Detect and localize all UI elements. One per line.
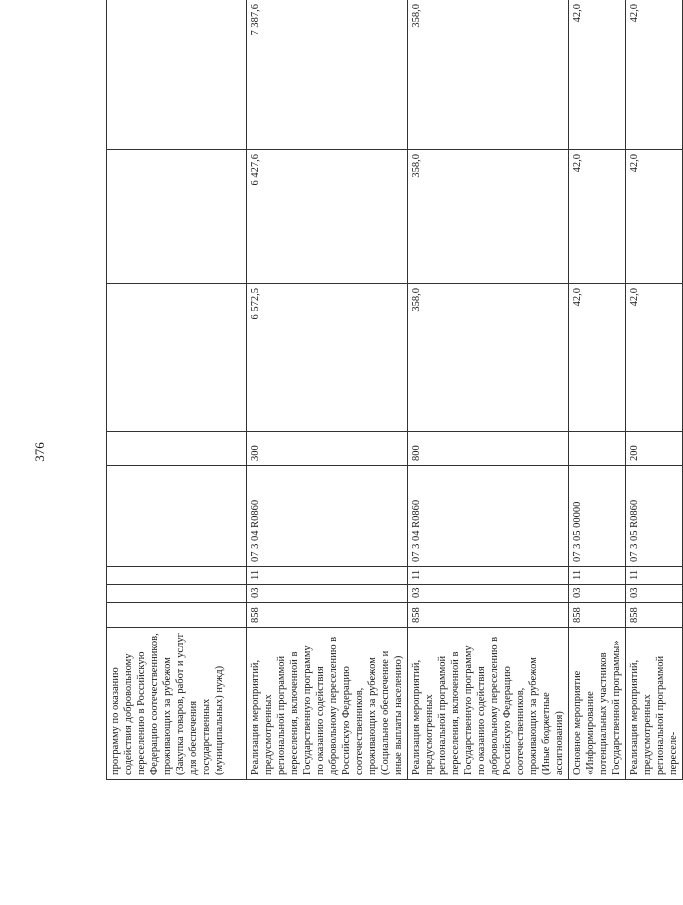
target-article-cell bbox=[107, 466, 247, 567]
subsection-code-cell: 11 bbox=[247, 567, 408, 585]
target-article-cell: 07 3 05 R0860 bbox=[626, 466, 683, 567]
target-article-cell: 07 3 05 00000 bbox=[569, 466, 626, 567]
expense-type-cell bbox=[569, 432, 626, 466]
amount-year1-cell bbox=[107, 284, 247, 432]
table-row bbox=[247, 0, 408, 780]
amount-year1-cell: 6 572,5 bbox=[247, 284, 408, 432]
amount-year1-cell: 358,0 bbox=[408, 284, 569, 432]
budget-table bbox=[106, 0, 683, 780]
row-name-cell: Реализация мероприятий, предусмотренных региональной программой переселе- bbox=[626, 628, 683, 780]
table-row bbox=[107, 0, 247, 780]
expense-type-cell bbox=[107, 432, 247, 466]
section-code-cell: 03 bbox=[247, 585, 408, 603]
subsection-code-cell: 11 bbox=[626, 567, 683, 585]
subsection-code-cell: 11 bbox=[408, 567, 569, 585]
table-row bbox=[408, 0, 569, 780]
table-row bbox=[569, 0, 626, 780]
expense-type-cell: 300 bbox=[247, 432, 408, 466]
table-body bbox=[107, 0, 683, 780]
amount-year2-cell: 42,0 bbox=[569, 150, 626, 284]
expense-type-cell: 800 bbox=[408, 432, 569, 466]
ministry-code-cell: 858 bbox=[626, 603, 683, 628]
expense-type-cell: 200 bbox=[626, 432, 683, 466]
amount-year3-cell: 358,0 bbox=[408, 0, 569, 150]
amount-year1-cell: 42,0 bbox=[626, 284, 683, 432]
amount-year2-cell bbox=[107, 150, 247, 284]
amount-year3-cell bbox=[107, 0, 247, 150]
row-name-cell: Основное мероприятие «Информирование потенциальных участников Государственной программы» bbox=[569, 628, 626, 780]
amount-year3-cell: 42,0 bbox=[569, 0, 626, 150]
target-article-cell: 07 3 04 R0860 bbox=[408, 466, 569, 567]
page-number: 376 bbox=[32, 442, 47, 462]
amount-year1-cell: 42,0 bbox=[569, 284, 626, 432]
section-code-cell: 03 bbox=[569, 585, 626, 603]
amount-year3-cell: 42,0 bbox=[626, 0, 683, 150]
section-code-cell: 03 bbox=[626, 585, 683, 603]
row-name-cell: Реализация мероприятий, предусмотренных региональной программой переселения, включенной в Государственную программу по оказанию содействия добровольному переселению в Российскую Федерацию соотечественников, проживающих за рубежом (Иные бюджетные ассигнования) bbox=[408, 628, 569, 780]
subsection-code-cell bbox=[107, 567, 247, 585]
row-name-cell: программу по оказанию содействия добровольному переселению в Российскую Федерацию соотечественников, проживающих за рубежом (Закупка товаров, работ и услуг для обеспечения государственных (муниципальных) нужд) bbox=[107, 628, 247, 780]
ministry-code-cell: 858 bbox=[569, 603, 626, 628]
section-code-cell bbox=[107, 585, 247, 603]
target-article-cell: 07 3 04 R0860 bbox=[247, 466, 408, 567]
ministry-code-cell bbox=[107, 603, 247, 628]
amount-year3-cell: 7 387,6 bbox=[247, 0, 408, 150]
amount-year2-cell: 6 427,6 bbox=[247, 150, 408, 284]
subsection-code-cell: 11 bbox=[569, 567, 626, 585]
ministry-code-cell: 858 bbox=[247, 603, 408, 628]
section-code-cell: 03 bbox=[408, 585, 569, 603]
row-name-cell: Реализация мероприятий, предусмотренных региональной программой переселения, включенной в Государственную программу по оказанию содействия добровольному переселению в Российскую Федерацию соотечественников, проживающих за рубежом (Социальное обеспечение и иные выплаты населению) bbox=[247, 628, 408, 780]
budget-table-container bbox=[106, 0, 679, 780]
table-row bbox=[626, 0, 683, 780]
amount-year2-cell: 358,0 bbox=[408, 150, 569, 284]
amount-year2-cell: 42,0 bbox=[626, 150, 683, 284]
ministry-code-cell: 858 bbox=[408, 603, 569, 628]
